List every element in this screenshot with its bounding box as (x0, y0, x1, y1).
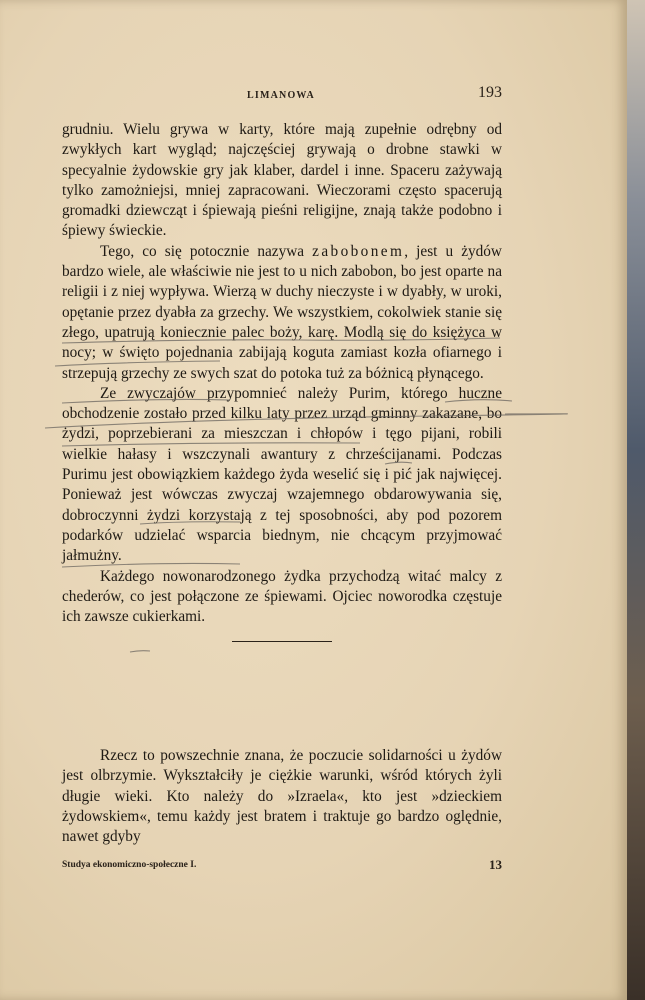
paragraph-1: grudniu. Wielu grywa w karty, które mają zupełnie odrębny od zwykłych kart wygląd; najczęściej grywają o drobne stawki w specyalnie żydowskie gry jak klaber, dardel i inne. Spaceru zażywają tylko zamożniejsi, mniej zapracowani. Wieczorami często spacerują gromadki dziewcząt i śpiewają pieśni religijne, znają także podobno i śpiewy świeckie. (62, 121, 502, 240)
page-header (62, 84, 502, 104)
paragraph-2-continued: Wierzą w duchy nieczyste i w dyabły, w uroki, opętanie przez dyabła za grzechy. We wszystkiem, cokolwiek stanie się złego, upatrują koniecznie palec boży, karę. Modlą się do księżyca w nocy; w święto pojednania zabijają koguta zamiast kozła ofiarnego i strzepują grzechy ze swych szat do potoka tuż za bóżnicą płynącego. (62, 283, 502, 382)
main-text (62, 120, 502, 642)
paragraph-2 (62, 242, 502, 384)
signature-number: 13 (489, 857, 502, 872)
paragraph-3: Ze zwyczajów przypomnieć należy Purim, którego huczne obchodzenie zostało przed kilku laty przez urząd gminny zakazane, bo żydzi, poprzebierani za mieszczan i chłopów i tęgo pijani, robili wielkie hałasy i wszczynali awantury z chrześcijanami. Podczas Purimu jest obowiązkiem każdego żyda weselić się i pić jak najwięcej. Ponieważ jest wówczas zwyczaj wzajemnego obdarowywania się, dobroczynni żydzi korzystają z tej sposobności, aby pod pozorem podarków udzielać wsparcia biednym, nie chcącym przyjmować jałmużny. (62, 384, 502, 565)
paragraph-2-spaced-word: zabobonem (312, 242, 405, 260)
pencil-underline-10 (130, 651, 150, 652)
page-number: 193 (478, 84, 502, 101)
paragraph-2-before: Tego, co się potocznie nazywa (100, 242, 313, 260)
running-head: LIMANOWA (247, 90, 315, 101)
paragraph-5: Rzecz to powszechnie znana, że poczucie solidarności u żydów jest olbrzymie. Wykształciły je ciężkie warunki, wśród których żyli długie wieki. Kto należy do »Izraela«, kto jest »dzieckiem żydowskiem«, temu każdy jest bratem i traktuje go bardzo oględnie, nawet gdyby (62, 747, 502, 846)
signature-title: Studya ekonomiczno-społeczne I. (62, 860, 197, 870)
second-section (62, 746, 502, 847)
page-footer (62, 857, 502, 877)
paragraph-4: Każdego nowonarodzonego żydka przychodzą witać malcy z chederów, co jest połączone ze śpiewami. Ojciec noworodka częstuje ich zawsze cukierkami. (62, 567, 502, 626)
book-edge (627, 0, 645, 1000)
paragraph-2-after: , jest u żydów bardzo wiele, ale właściwie nie jest to u nich zabobon, bo jest oparte na religii i z niej wypływa. (62, 242, 502, 301)
section-separator (232, 641, 332, 642)
